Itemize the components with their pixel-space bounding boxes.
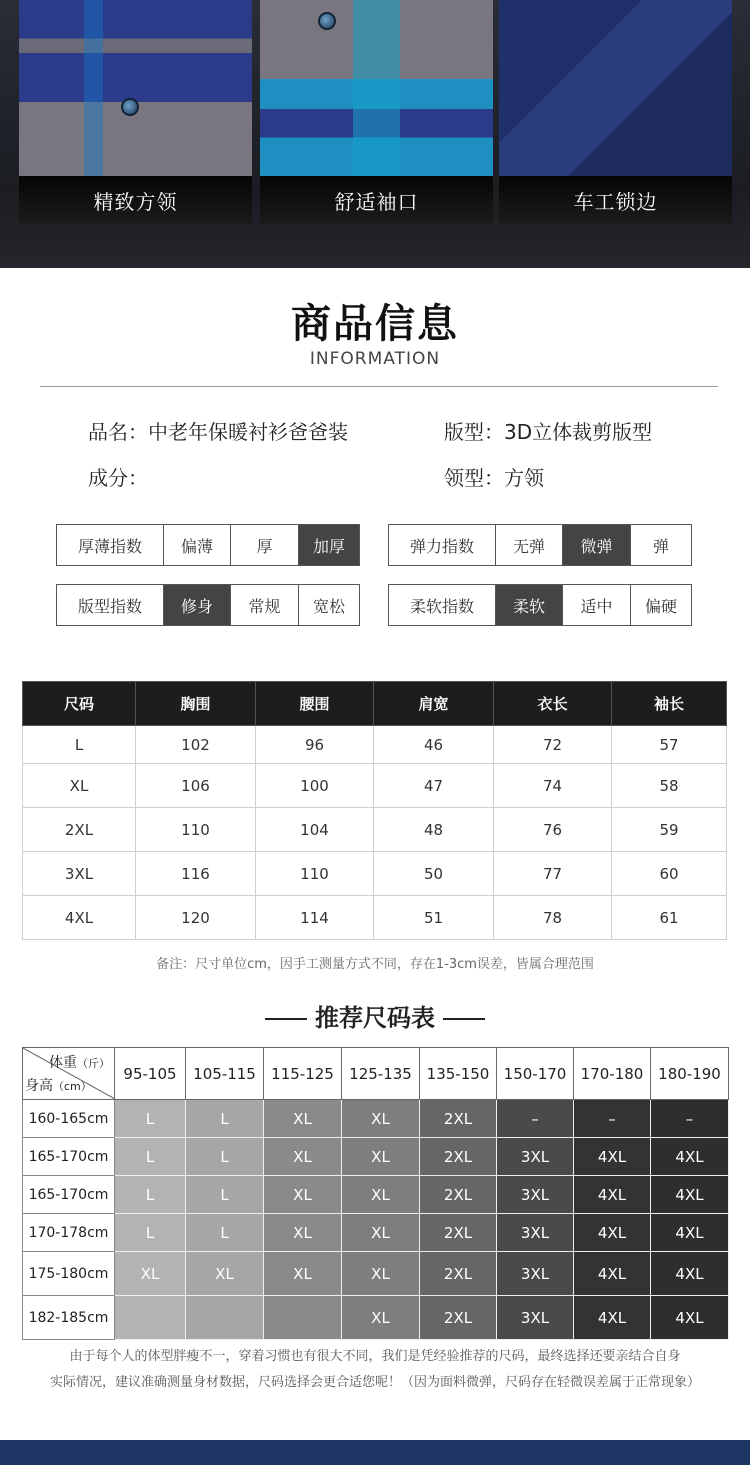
info-title: 商品信息 (291, 301, 459, 347)
shirt-button-icon (318, 12, 336, 30)
table-cell: 3XL (23, 852, 136, 896)
product-material (88, 462, 148, 491)
table-row (23, 764, 727, 808)
table-cell: 110 (136, 808, 256, 852)
size-cell: 3XL (497, 1138, 574, 1176)
cuff-photo (260, 0, 493, 224)
size-cell: 4XL (651, 1138, 729, 1176)
size-cell: 4XL (574, 1252, 651, 1296)
size-cell: XL (264, 1138, 342, 1176)
weight-column: 115-125 (264, 1048, 342, 1100)
size-cell: 2XL (420, 1100, 497, 1138)
size-cell: 3XL (497, 1214, 574, 1252)
index-option-selected: 加厚 (298, 525, 359, 565)
index-option: 宽松 (298, 585, 359, 625)
table-cell: 76 (494, 808, 612, 852)
size-cell (186, 1296, 264, 1340)
size-advice (20, 1344, 730, 1396)
weight-header (49, 1052, 110, 1072)
table-cell: 114 (256, 896, 374, 940)
elasticity-index (388, 524, 692, 566)
column-header: 肩宽 (374, 682, 494, 726)
size-cell: 4XL (651, 1176, 729, 1214)
size-cell: XL (342, 1296, 420, 1340)
collar-image (19, 0, 252, 176)
height-unit: （cm） (53, 1080, 92, 1093)
collar-caption: 精致方领 (19, 176, 252, 224)
index-label: 版型指数 (57, 585, 163, 625)
index-option-selected: 修身 (163, 585, 230, 625)
index-option: 无弹 (495, 525, 562, 565)
height-row-label: 175-180cm (23, 1252, 115, 1296)
size-cell: XL (342, 1138, 420, 1176)
table-cell: 50 (374, 852, 494, 896)
size-cell: XL (342, 1214, 420, 1252)
height-label: 身高 (25, 1078, 53, 1094)
product-name-label: 品名： (88, 420, 148, 444)
size-cell: XL (342, 1100, 420, 1138)
size-cell: XL (342, 1176, 420, 1214)
height-header (25, 1075, 92, 1095)
size-cell: XL (264, 1100, 342, 1138)
product-collar (444, 462, 544, 491)
weight-column: 135-150 (420, 1048, 497, 1100)
index-option: 常规 (230, 585, 298, 625)
product-name (88, 416, 348, 445)
size-cell: XL (264, 1176, 342, 1214)
cuff-image (260, 0, 493, 176)
size-cell: 4XL (574, 1138, 651, 1176)
size-cell: 3XL (497, 1296, 574, 1340)
fit-label: 版型： (444, 420, 504, 444)
height-row-label: 165-170cm (23, 1176, 115, 1214)
column-header: 尺码 (23, 682, 136, 726)
weight-column: 170-180 (574, 1048, 651, 1100)
weight-column: 150-170 (497, 1048, 574, 1100)
size-table (22, 681, 727, 940)
table-cell: 104 (256, 808, 374, 852)
column-header: 腰围 (256, 682, 374, 726)
index-option: 厚 (230, 525, 298, 565)
table-cell: 58 (612, 764, 727, 808)
detail-photo-band (0, 0, 750, 268)
table-cell: 96 (256, 726, 374, 764)
column-header: 袖长 (612, 682, 727, 726)
size-cell (264, 1296, 342, 1340)
table-cell: 59 (612, 808, 727, 852)
table-cell: 72 (494, 726, 612, 764)
table-cell: 102 (136, 726, 256, 764)
table-cell: 60 (612, 852, 727, 896)
size-table-header (23, 682, 727, 726)
size-cell: 2XL (420, 1296, 497, 1340)
size-cell: 3XL (497, 1176, 574, 1214)
table-row (23, 1214, 729, 1252)
weight-unit: （斤） (77, 1057, 110, 1070)
weight-column: 125-135 (342, 1048, 420, 1100)
weight-column: 180-190 (651, 1048, 729, 1100)
index-option-selected: 柔软 (495, 585, 562, 625)
divider (40, 386, 718, 387)
size-cell: 4XL (651, 1214, 729, 1252)
info-subtitle: INFORMATION (309, 349, 441, 369)
index-label: 厚薄指数 (57, 525, 163, 565)
index-option: 弹 (630, 525, 691, 565)
size-cell: – (651, 1100, 729, 1138)
shirt-button-icon (121, 98, 139, 116)
collar-value: 方领 (504, 466, 544, 490)
table-row (23, 1296, 729, 1340)
size-cell: 2XL (420, 1214, 497, 1252)
size-cell: – (497, 1100, 574, 1138)
table-row (23, 896, 727, 940)
size-cell: XL (264, 1214, 342, 1252)
size-cell: L (186, 1138, 264, 1176)
table-cell: 4XL (23, 896, 136, 940)
softness-index (388, 584, 692, 626)
size-cell: 4XL (651, 1252, 729, 1296)
table-cell: 120 (136, 896, 256, 940)
index-option: 偏硬 (630, 585, 691, 625)
bottom-band (0, 1440, 750, 1465)
fit-index (56, 584, 360, 626)
height-row-label: 160-165cm (23, 1100, 115, 1138)
size-cell: L (115, 1214, 186, 1252)
collar-photo (19, 0, 252, 224)
advice-line: 由于每个人的体型胖瘦不一，穿着习惯也有很大不同，我们是凭经验推荐的尺码，最终选择还要亲结合自身 (69, 1349, 681, 1364)
material-label: 成分： (88, 466, 148, 490)
title-dash (265, 1018, 307, 1020)
size-cell: 4XL (651, 1296, 729, 1340)
advice-line: 实际情况，建议准确测量身材数据，尺码选择会更合适您呢！（因为面料微弹，尺码存在轻微误差属于正常现象） (49, 1375, 700, 1390)
size-cell (115, 1296, 186, 1340)
size-cell: XL (115, 1252, 186, 1296)
index-label: 弹力指数 (389, 525, 495, 565)
fit-value: 3D立体裁剪版型 (504, 420, 653, 444)
table-cell: 2XL (23, 808, 136, 852)
table-cell: 47 (374, 764, 494, 808)
stitching-photo (499, 0, 732, 224)
table-cell: 74 (494, 764, 612, 808)
table-cell: 100 (256, 764, 374, 808)
size-cell: XL (342, 1252, 420, 1296)
table-row (23, 726, 727, 764)
table-row (23, 1176, 729, 1214)
size-cell: – (574, 1100, 651, 1138)
table-cell: XL (23, 764, 136, 808)
table-row (23, 852, 727, 896)
table-cell: 48 (374, 808, 494, 852)
table-cell: 51 (374, 896, 494, 940)
weight-column: 105-115 (186, 1048, 264, 1100)
size-cell: 2XL (420, 1138, 497, 1176)
table-row (23, 1138, 729, 1176)
column-header: 衣长 (494, 682, 612, 726)
table-cell: 61 (612, 896, 727, 940)
size-cell: L (115, 1100, 186, 1138)
weight-label: 体重 (49, 1055, 77, 1071)
size-cell: L (186, 1214, 264, 1252)
height-row-label: 170-178cm (23, 1214, 115, 1252)
weight-column: 95-105 (115, 1048, 186, 1100)
size-cell: 4XL (574, 1176, 651, 1214)
collar-label: 领型： (444, 466, 504, 490)
size-cell: L (115, 1176, 186, 1214)
stitching-image (499, 0, 732, 176)
table-cell: 77 (494, 852, 612, 896)
column-header: 胸围 (136, 682, 256, 726)
size-cell: 4XL (574, 1214, 651, 1252)
cuff-caption: 舒适袖口 (260, 176, 493, 224)
product-name-value: 中老年保暖衬衫爸爸装 (148, 420, 348, 444)
recommend-title-text: 推荐尺码表 (315, 1004, 435, 1032)
index-option: 适中 (562, 585, 630, 625)
product-fit (444, 416, 652, 445)
table-cell: 106 (136, 764, 256, 808)
title-dash (443, 1018, 485, 1020)
table-cell: 57 (612, 726, 727, 764)
table-cell: 116 (136, 852, 256, 896)
size-cell: 4XL (574, 1296, 651, 1340)
recommend-table (22, 1047, 729, 1340)
table-cell: 78 (494, 896, 612, 940)
index-label: 柔软指数 (389, 585, 495, 625)
size-cell: L (115, 1138, 186, 1176)
table-cell: 46 (374, 726, 494, 764)
recommend-header (23, 1048, 729, 1100)
table-row (23, 1100, 729, 1138)
size-cell: L (186, 1100, 264, 1138)
size-cell: XL (264, 1252, 342, 1296)
height-row-label: 182-185cm (23, 1296, 115, 1340)
index-option-selected: 微弹 (562, 525, 630, 565)
corner-header (23, 1048, 115, 1100)
recommend-title (0, 998, 750, 1033)
table-row (23, 1252, 729, 1296)
size-cell: 2XL (420, 1252, 497, 1296)
size-cell: XL (186, 1252, 264, 1296)
size-cell: 3XL (497, 1252, 574, 1296)
table-cell: 110 (256, 852, 374, 896)
size-cell: 2XL (420, 1176, 497, 1214)
table-cell: L (23, 726, 136, 764)
size-note: 备注：尺寸单位cm，因手工测量方式不同，存在1-3cm误差，皆属合理范围 (156, 957, 594, 972)
height-row-label: 165-170cm (23, 1138, 115, 1176)
index-option: 偏薄 (163, 525, 230, 565)
stitching-caption: 车工锁边 (499, 176, 732, 224)
size-cell: L (186, 1176, 264, 1214)
table-row (23, 808, 727, 852)
thickness-index (56, 524, 360, 566)
